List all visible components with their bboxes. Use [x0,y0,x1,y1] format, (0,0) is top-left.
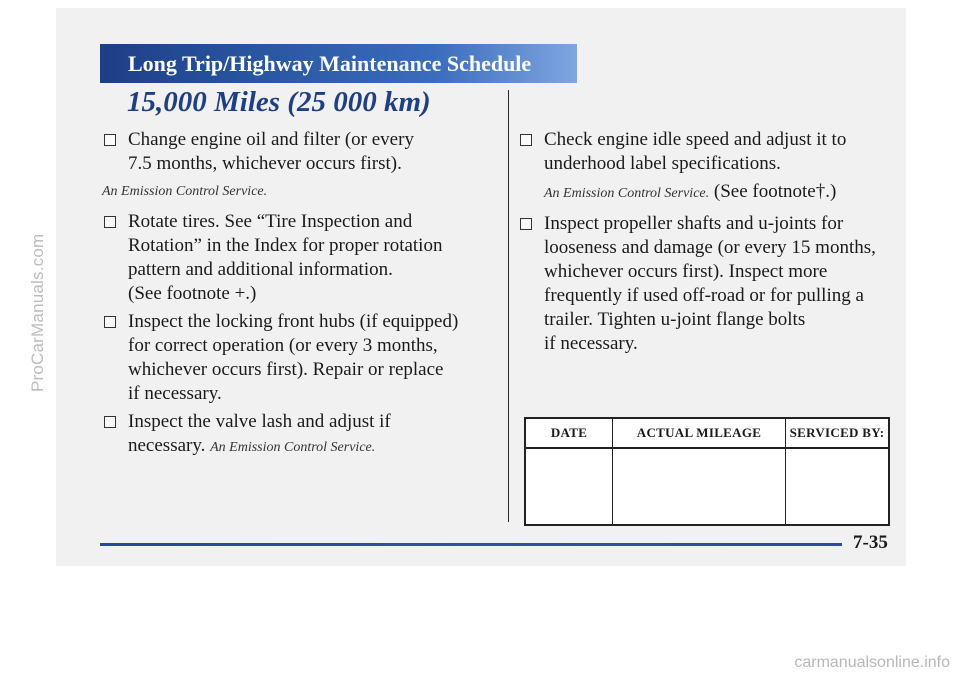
page-number: 7-35 [853,532,888,553]
date-cell[interactable] [525,448,613,525]
checklist-item [102,310,502,406]
emission-note: An Emission Control Service. [544,186,710,201]
bottom-watermark: carmanualsonline.info [794,654,950,671]
checkbox-icon[interactable] [520,134,532,146]
item-text: whichever occurs first). Repair or replace [128,359,444,380]
item-text: whichever occurs first). Inspect more [544,261,828,282]
item-text: frequently if used off-road or for pulling a [544,285,864,306]
checklist-item [102,128,502,176]
checklist-item [102,410,502,460]
item-text: Inspect the locking front hubs (if equipped) [128,311,459,332]
banner-title: Long Trip/Highway Maintenance Schedule [128,50,532,76]
date-header: DATE [525,418,613,448]
item-text: Change engine oil and filter (or every [128,129,414,150]
emission-note-line [544,180,898,206]
item-text: Rotate tires. See “Tire Inspection and [128,211,413,232]
service-record-table [524,417,890,526]
checkbox-icon[interactable] [520,218,532,230]
serviced-by-header: SERVICED BY: [786,418,890,448]
item-text: if necessary. [544,333,638,354]
serviced-by-cell[interactable] [786,448,890,525]
item-text: trailer. Tighten u-joint flange bolts [544,309,806,330]
mileage-header: ACTUAL MILEAGE [613,418,786,448]
checklist-item [518,212,898,356]
footer-rule [100,543,842,546]
left-column [102,128,502,464]
checklist-item [102,210,502,306]
item-text: pattern and additional information. [128,259,393,280]
item-text: looseness and damage (or every 15 months, [544,237,876,258]
item-text: Rotation” in the Index for proper rotation [128,235,443,256]
item-text-with-note [128,434,502,460]
item-text: for correct operation (or every 3 months, [128,335,438,356]
item-text: (See footnote +.) [128,283,257,304]
item-text: Inspect the valve lash and adjust if [128,411,391,432]
item-text: if necessary. [128,383,222,404]
mileage-cell[interactable] [613,448,786,525]
item-text: underhood label specifications. [544,153,781,174]
emission-note: An Emission Control Service. [102,184,268,199]
item-text: 7.5 months, whichever occurs first). [128,153,402,174]
checkbox-icon[interactable] [104,316,116,328]
table-row [525,448,889,525]
side-watermark: ProCarManuals.com [28,233,47,392]
checkbox-icon[interactable] [104,216,116,228]
checklist-item [518,128,898,176]
interval-heading: 15,000 Miles (25 000 km) [127,86,431,118]
checkbox-icon[interactable] [104,416,116,428]
item-text: necessary. [128,435,206,456]
section-banner [100,44,577,83]
column-divider [508,90,509,522]
table-header-row [525,418,889,448]
item-text: Check engine idle speed and adjust it to [544,129,847,150]
footnote-ref: (See footnote†.) [713,181,837,202]
right-column [518,128,898,360]
checkbox-icon[interactable] [104,134,116,146]
item-text: Inspect propeller shafts and u-joints for [544,213,844,234]
emission-note: An Emission Control Service. [210,440,376,455]
